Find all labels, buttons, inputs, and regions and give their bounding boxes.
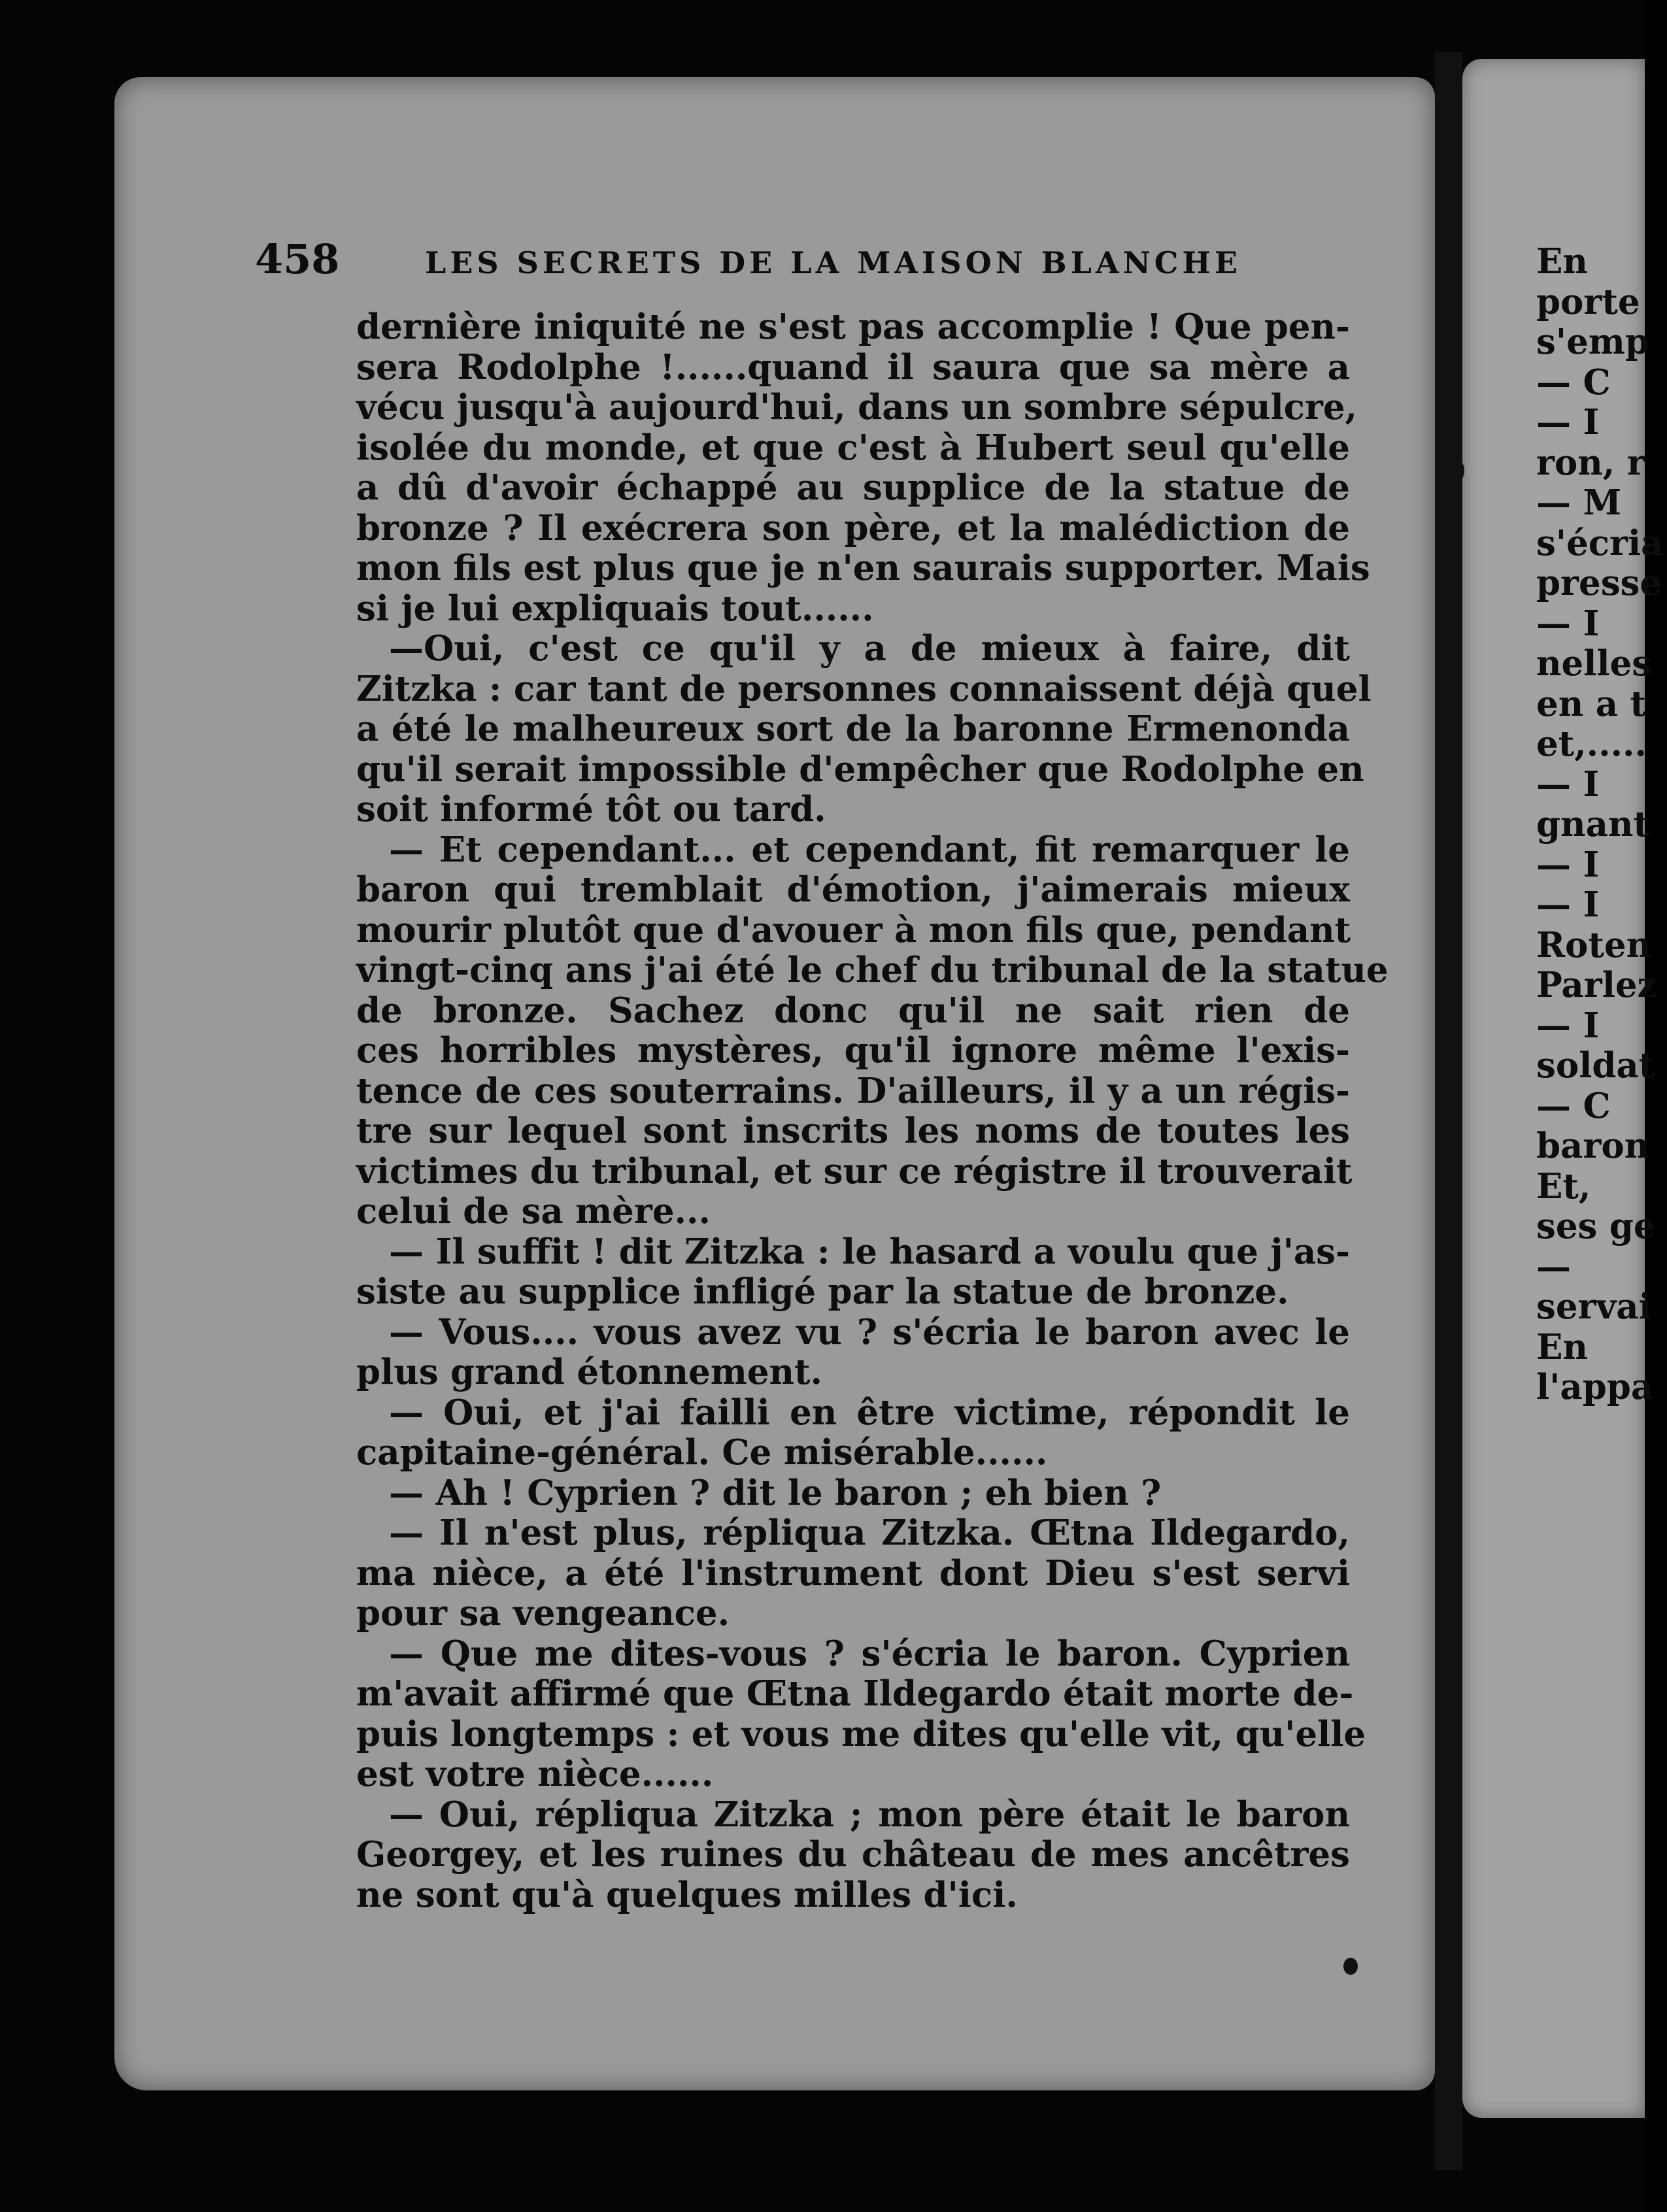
text-line: tre sur lequel sont inscrits les noms de toutes les: [356, 1111, 1350, 1151]
facing-page-line: En: [1536, 241, 1588, 282]
body-text: [356, 307, 1389, 1915]
text-line: tence de ces souterrains. D'ailleurs, il y a un régis-: [356, 1070, 1350, 1111]
facing-page-line: gnant: [1536, 804, 1649, 845]
facing-page-line: nelles: [1536, 643, 1652, 684]
facing-page-line: — C: [1536, 1085, 1611, 1126]
facing-page-line: presse: [1536, 563, 1662, 603]
text-line: soit informé tôt ou tard.: [356, 789, 826, 830]
text-line: pour sa vengeance.: [356, 1593, 730, 1634]
text-line: — Ah ! Cyprien ? dit le baron ; eh bien ?: [389, 1472, 1162, 1513]
text-line: — Oui, et j'ai failli en être victime, répondit le: [389, 1392, 1350, 1433]
text-line: Zitzka : car tant de personnes connaissent déjà quel: [356, 668, 1372, 709]
text-line: ne sont qu'à quelques milles d'ici.: [356, 1874, 1018, 1915]
facing-page-line: Roten: [1536, 924, 1652, 965]
text-line: — Il n'est plus, répliqua Zitzka. Œtna Ildegardo,: [389, 1513, 1350, 1553]
text-line: — Il suffit ! dit Zitzka : le hasard a voulu que j'as-: [389, 1231, 1350, 1272]
text-line: mon fils est plus que je n'en saurais supporter. Mais: [356, 548, 1370, 588]
facing-page-line: — C: [1536, 361, 1611, 403]
text-line: a dû d'avoir échappé au supplice de la statue de: [356, 467, 1350, 508]
ink-speck: [1445, 458, 1464, 484]
text-line: victimes du tribunal, et sur ce régistre il trouverait: [356, 1150, 1353, 1192]
text-line: m'avait affirmé que Œtna Ildegardo était morte de-: [356, 1673, 1354, 1714]
facing-page-line: soldat: [1536, 1045, 1655, 1086]
text-line: mourir plutôt que d'avouer à mon fils que, pendant: [356, 909, 1351, 950]
facing-page-line: — I: [1536, 884, 1600, 925]
facing-page-line: — I: [1536, 763, 1600, 805]
facing-page-line: en a t: [1536, 683, 1646, 724]
facing-page-line: — I: [1536, 1005, 1600, 1046]
text-line: sera Rodolphe !......quand il saura que sa mère a: [356, 346, 1350, 388]
facing-page-line: En: [1536, 1326, 1588, 1367]
facing-page-line: servai: [1536, 1286, 1652, 1327]
ink-speck: [1437, 1706, 1460, 1735]
text-line: isolée du monde, et que c'est à Hubert seul qu'elle: [356, 427, 1350, 468]
facing-page-line: ron, r: [1536, 442, 1645, 483]
text-line: plus grand étonnement.: [356, 1352, 822, 1392]
text-line: —Oui, c'est ce qu'il y a de mieux à faire, dit: [389, 628, 1350, 669]
text-line: a été le malheureux sort de la baronne Ermenonda: [356, 709, 1350, 749]
text-line: celui de sa mère...: [356, 1191, 711, 1232]
text-line: vingt-cinq ans j'ai été le chef du tribunal de la statue: [356, 950, 1389, 990]
facing-page-line: porte: [1536, 281, 1640, 322]
facing-page-text: [1536, 242, 1667, 1408]
text-line: Georgey, et les ruines du château de mes ancêtres: [356, 1834, 1350, 1875]
text-line: si je lui expliquais tout......: [356, 588, 874, 629]
running-head: [255, 235, 1275, 283]
text-line: ma nièce, a été l'instrument dont Dieu s'est servi: [356, 1552, 1350, 1594]
facing-page-line: Parlez: [1536, 965, 1657, 1005]
text-line: est votre nièce......: [356, 1754, 714, 1794]
facing-page-line: — I: [1536, 603, 1600, 644]
text-line: siste au supplice infligé par la statue de bronze.: [356, 1271, 1289, 1312]
facing-page-line: — I: [1536, 402, 1600, 443]
ink-speck: [1343, 1958, 1358, 1975]
facing-page-line: — M: [1536, 482, 1622, 523]
facing-page-line: s'emp: [1536, 322, 1649, 362]
facing-page-line: —: [1536, 1246, 1571, 1287]
text-line: dernière iniquité ne s'est pas accomplie ! Que pen-: [356, 307, 1350, 347]
running-title: LES SECRETS DE LA MAISON BLANCHE: [425, 245, 1241, 280]
text-line: de bronze. Sachez donc qu'il ne sait rien de: [356, 990, 1350, 1031]
facing-page-line: ses ge: [1536, 1206, 1656, 1247]
text-line: — Vous.... vous avez vu ? s'écria le baron avec le: [389, 1311, 1350, 1352]
text-line: — Et cependant... et cependant, fit remarquer le: [389, 829, 1350, 870]
facing-page-line: Et,: [1536, 1165, 1591, 1207]
page-number: 458: [255, 235, 340, 283]
facing-page-line: et,.....: [1536, 724, 1647, 764]
text-line: vécu jusqu'à aujourd'hui, dans un sombre sépulcre,: [356, 387, 1357, 427]
book-gutter: [1435, 52, 1462, 2170]
text-line: capitaine-général. Ce misérable......: [356, 1432, 1048, 1473]
facing-page-line: l'appa: [1536, 1367, 1654, 1407]
text-line: — Que me dites-vous ? s'écria le baron. Cyprien: [389, 1633, 1350, 1674]
facing-page-line: — I: [1536, 844, 1600, 885]
text-line: bronze ? Il exécrera son père, et la malédiction de: [356, 507, 1350, 548]
text-line: qu'il serait impossible d'empêcher que Rodolphe en: [356, 748, 1364, 790]
text-line: ces horribles mystères, qu'il ignore même l'exis-: [356, 1030, 1350, 1071]
facing-page-line: s'écria: [1536, 522, 1664, 563]
text-line: puis longtemps : et vous me dites qu'elle vit, qu'elle: [356, 1713, 1366, 1754]
text-line: — Oui, répliqua Zitzka ; mon père était le baron: [389, 1794, 1350, 1835]
text-line: baron qui tremblait d'émotion, j'aimerais mieux: [356, 869, 1350, 910]
facing-page-line: baron: [1536, 1126, 1650, 1166]
